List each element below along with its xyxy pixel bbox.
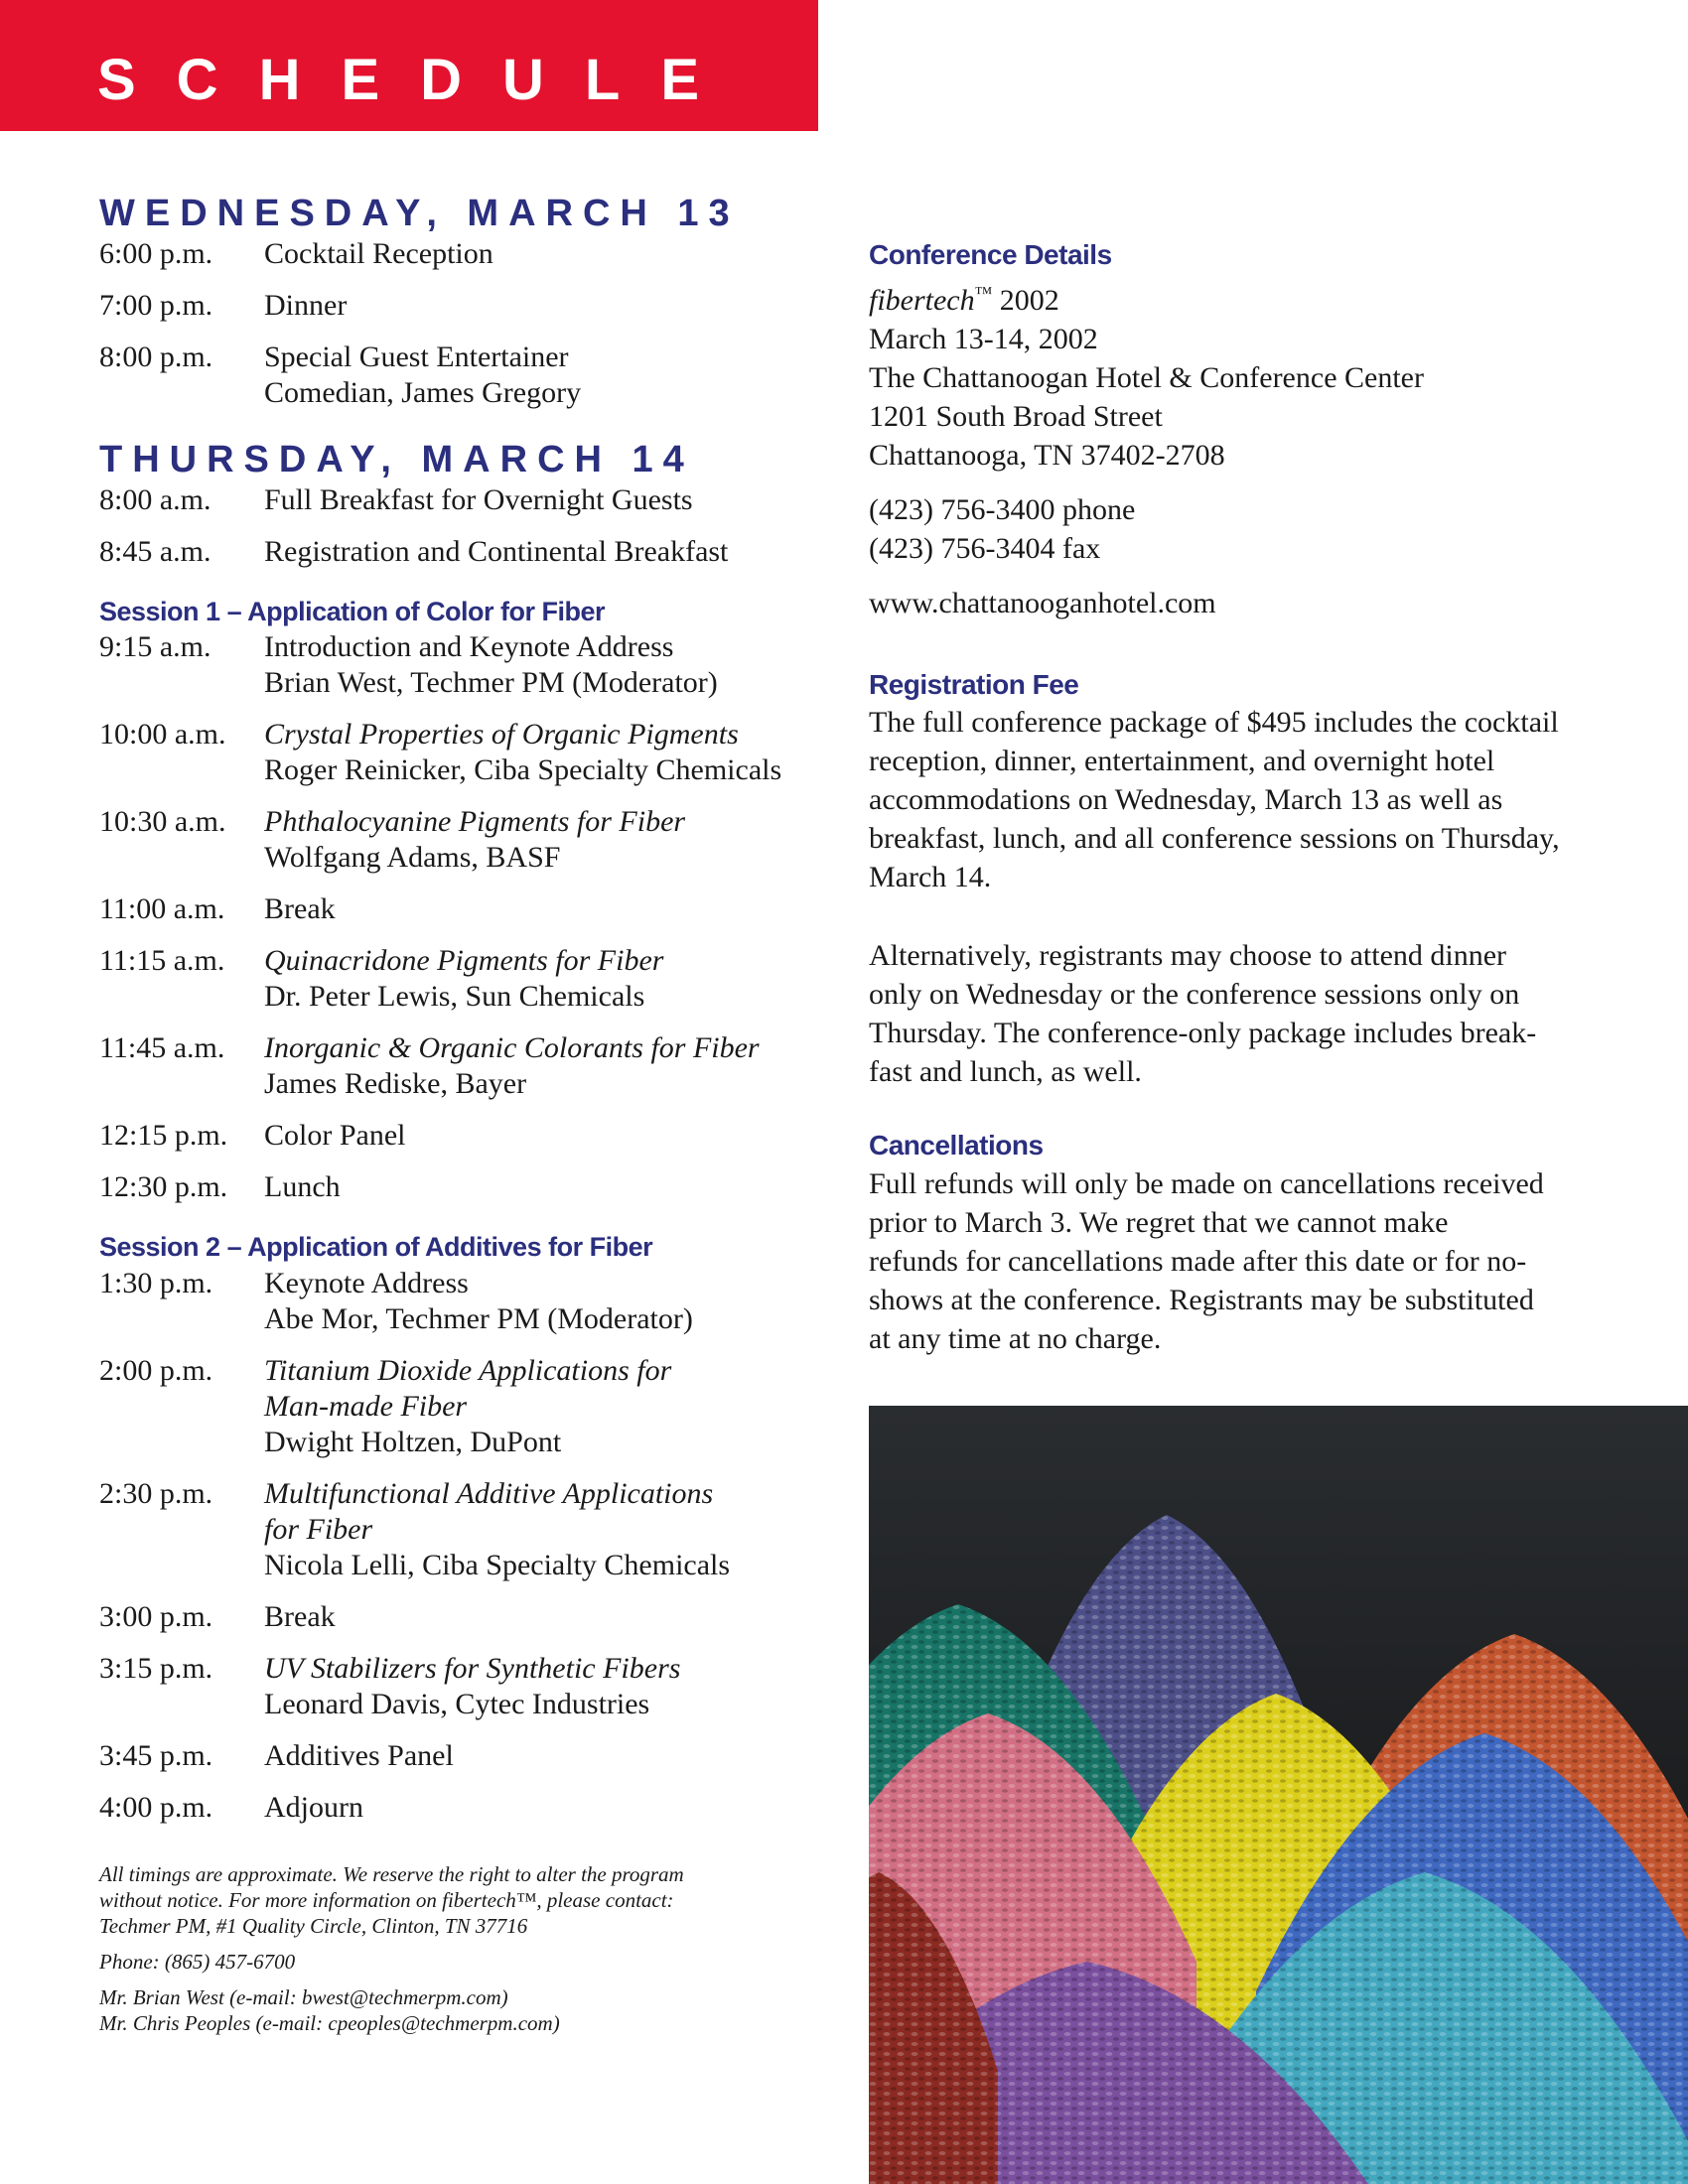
talk-title: Titanium Dioxide Applications for <box>264 1353 672 1387</box>
agenda-time: 9:15 a.m. <box>99 630 211 664</box>
session-2-agenda <box>99 1266 814 1826</box>
agenda-time: 10:30 a.m. <box>99 805 226 839</box>
page-title: SCHEDULE <box>97 48 741 112</box>
agenda-item <box>99 482 814 518</box>
venue-fax: (423) 756-3404 fax <box>869 531 1101 565</box>
talk-title: Man-made Fiber <box>264 1389 468 1423</box>
registration-fee-paragraph-2: Alternatively, registrants may choose to attend dinner only on Wednesday or the conference sessions only on Thursday. The conference-only package includes break- fast and lunch, as well. <box>869 939 1537 1089</box>
agenda-time: 8:00 a.m. <box>99 483 211 516</box>
agenda-description <box>264 1030 814 1102</box>
agenda-item <box>99 340 814 411</box>
agenda-item <box>99 1030 814 1102</box>
agenda-description <box>264 288 814 324</box>
agenda-description <box>264 943 814 1015</box>
agenda-text: Introduction and Keynote Address <box>264 630 674 664</box>
agenda-item <box>99 1790 814 1826</box>
agenda-text: Brian West, Techmer PM (Moderator) <box>264 666 718 700</box>
agenda-description <box>264 1599 814 1635</box>
talk-title: Inorganic & Organic Colorants for Fiber <box>264 1031 760 1065</box>
agenda-time: 3:00 p.m. <box>99 1599 213 1633</box>
agenda-description <box>264 629 814 701</box>
agenda-text: Break <box>264 1599 336 1633</box>
venue-contact <box>869 490 1604 568</box>
agenda-description <box>264 1266 814 1337</box>
agenda-item <box>99 1266 814 1337</box>
agenda-time: 7:00 p.m. <box>99 289 213 322</box>
agenda-description <box>264 340 814 411</box>
agenda-time: 2:30 p.m. <box>99 1476 213 1510</box>
agenda-text: James Rediske, Bayer <box>264 1067 527 1101</box>
agenda-time: 11:45 a.m. <box>99 1031 225 1065</box>
agenda-text: Nicola Lelli, Ciba Specialty Chemicals <box>264 1548 731 1581</box>
agenda-text: Break <box>264 892 336 926</box>
event-name: fibertech™ 2002 <box>869 282 1059 317</box>
agenda-time: 3:15 p.m. <box>99 1651 213 1685</box>
agenda-text: Leonard Davis, Cytec Industries <box>264 1687 650 1720</box>
thursday-heading: THURSDAY, MARCH 14 <box>99 439 694 480</box>
schedule-column <box>99 195 814 2046</box>
pellet-piles-illustration <box>869 1406 1688 2184</box>
footnote <box>99 1861 814 2036</box>
wednesday-agenda <box>99 236 814 411</box>
agenda-item <box>99 891 814 927</box>
event-dates: March 13-14, 2002 <box>869 322 1098 355</box>
agenda-time: 8:00 p.m. <box>99 341 213 373</box>
footnote-line: All timings are approximate. We reserve the right to alter the program <box>99 1861 684 1886</box>
agenda-description <box>264 1476 814 1583</box>
talk-title: Phthalocyanine Pigments for Fiber <box>264 805 686 839</box>
agenda-time: 4:00 p.m. <box>99 1790 213 1824</box>
agenda-description <box>264 1353 814 1460</box>
agenda-text: Special Guest Entertainer <box>264 341 569 373</box>
agenda-item <box>99 1476 814 1583</box>
agenda-description <box>264 891 814 927</box>
agenda-text: Abe Mor, Techmer PM (Moderator) <box>264 1301 693 1335</box>
agenda-description <box>264 1169 814 1205</box>
info-column <box>869 238 1604 1358</box>
agenda-time: 11:00 a.m. <box>99 892 225 926</box>
talk-title: for Fiber <box>264 1512 373 1546</box>
venue-street: 1201 South Broad Street <box>869 399 1163 433</box>
footnote-phone: Phone: (865) 457-6700 <box>99 1949 296 1974</box>
agenda-text: Wolfgang Adams, BASF <box>264 841 561 875</box>
agenda-item <box>99 534 814 570</box>
agenda-item <box>99 717 814 788</box>
footnote-line: without notice. For more information on fibertech™, please contact: <box>99 1887 674 1912</box>
agenda-description <box>264 1651 814 1722</box>
agenda-description <box>264 236 814 272</box>
agenda-item <box>99 1353 814 1460</box>
agenda-item <box>99 1118 814 1154</box>
contact-email-line: Mr. Brian West (e-mail: bwest@techmerpm.com) <box>99 1984 508 2009</box>
contact-email-line: Mr. Chris Peoples (e-mail: cpeoples@techmerpm.com) <box>99 2010 560 2035</box>
agenda-description <box>264 717 814 788</box>
talk-title: Multifunctional Additive Applications <box>264 1476 714 1510</box>
agenda-text: Dinner <box>264 289 348 322</box>
agenda-text: Cocktail Reception <box>264 237 493 270</box>
agenda-text: Dr. Peter Lewis, Sun Chemicals <box>264 980 645 1014</box>
talk-title: Crystal Properties of Organic Pigments <box>264 718 739 751</box>
agenda-time: 1:30 p.m. <box>99 1266 213 1299</box>
agenda-text: Lunch <box>264 1170 341 1204</box>
schedule-banner <box>0 0 818 131</box>
agenda-text: Keynote Address <box>264 1266 469 1299</box>
talk-title: Quinacridone Pigments for Fiber <box>264 944 664 978</box>
session-1-agenda <box>99 629 814 1205</box>
registration-fee-heading: Registration Fee <box>869 668 1079 700</box>
agenda-description <box>264 482 814 518</box>
agenda-item <box>99 1169 814 1205</box>
agenda-item <box>99 288 814 324</box>
agenda-text: Additives Panel <box>264 1738 454 1772</box>
agenda-description <box>264 804 814 876</box>
venue-website-link[interactable]: www.chattanooganhotel.com <box>869 586 1216 619</box>
agenda-time: 3:45 p.m. <box>99 1738 213 1772</box>
agenda-description <box>264 1790 814 1826</box>
cancellations-heading: Cancellations <box>869 1130 1044 1161</box>
conference-details-heading: Conference Details <box>869 239 1112 270</box>
agenda-time: 6:00 p.m. <box>99 237 213 270</box>
agenda-time: 11:15 a.m. <box>99 944 225 978</box>
pigment-pellets-photo <box>869 1406 1688 2184</box>
agenda-item <box>99 804 814 876</box>
agenda-description <box>264 534 814 570</box>
agenda-text: Comedian, James Gregory <box>264 376 582 409</box>
agenda-item <box>99 1599 814 1635</box>
agenda-time: 12:30 p.m. <box>99 1170 228 1204</box>
venue-city: Chattanooga, TN 37402-2708 <box>869 438 1225 472</box>
agenda-time: 10:00 a.m. <box>99 718 226 751</box>
agenda-text: Color Panel <box>264 1119 406 1153</box>
venue-name: The Chattanoogan Hotel & Conference Center <box>869 360 1424 394</box>
footnote-line: Techmer PM, #1 Quality Circle, Clinton, TN 37716 <box>99 1913 528 1938</box>
agenda-item <box>99 1651 814 1722</box>
agenda-description <box>264 1738 814 1774</box>
registration-fee-paragraph-1: The full conference package of $495 includes the cocktail reception, dinner, entertainment, and overnight hotel accommodations on Wednesday, March 13 as well as breakfast, lunch, and all conference sessions on Thursday, March 14. <box>869 706 1560 894</box>
agenda-item <box>99 1738 814 1774</box>
agenda-description <box>264 1118 814 1154</box>
venue-phone: (423) 756-3400 phone <box>869 492 1136 526</box>
talk-title: UV Stabilizers for Synthetic Fibers <box>264 1651 681 1685</box>
thursday-agenda <box>99 482 814 570</box>
session-1-heading: Session 1 – Application of Color for Fiber <box>99 597 606 626</box>
agenda-time: 2:00 p.m. <box>99 1353 213 1387</box>
agenda-time: 8:45 a.m. <box>99 535 211 568</box>
agenda-item <box>99 629 814 701</box>
cancellations-paragraph: Full refunds will only be made on cancellations received prior to March 3. We regret that we cannot make refunds for cancellations made after this date or for no- shows at the conference. Registrants may be substituted at any time at no charge. <box>869 1166 1544 1355</box>
wednesday-heading: WEDNESDAY, MARCH 13 <box>99 193 740 234</box>
agenda-text: Adjourn <box>264 1790 363 1824</box>
agenda-item <box>99 236 814 272</box>
agenda-text: Roger Reinicker, Ciba Specialty Chemicals <box>264 753 782 787</box>
agenda-text: Dwight Holtzen, DuPont <box>264 1425 562 1458</box>
conference-details <box>869 274 1604 475</box>
agenda-time: 12:15 p.m. <box>99 1119 228 1153</box>
agenda-item <box>99 943 814 1015</box>
agenda-text: Registration and Continental Breakfast <box>264 535 729 568</box>
session-2-heading: Session 2 – Application of Additives for Fiber <box>99 1232 653 1263</box>
agenda-text: Full Breakfast for Overnight Guests <box>264 483 693 516</box>
